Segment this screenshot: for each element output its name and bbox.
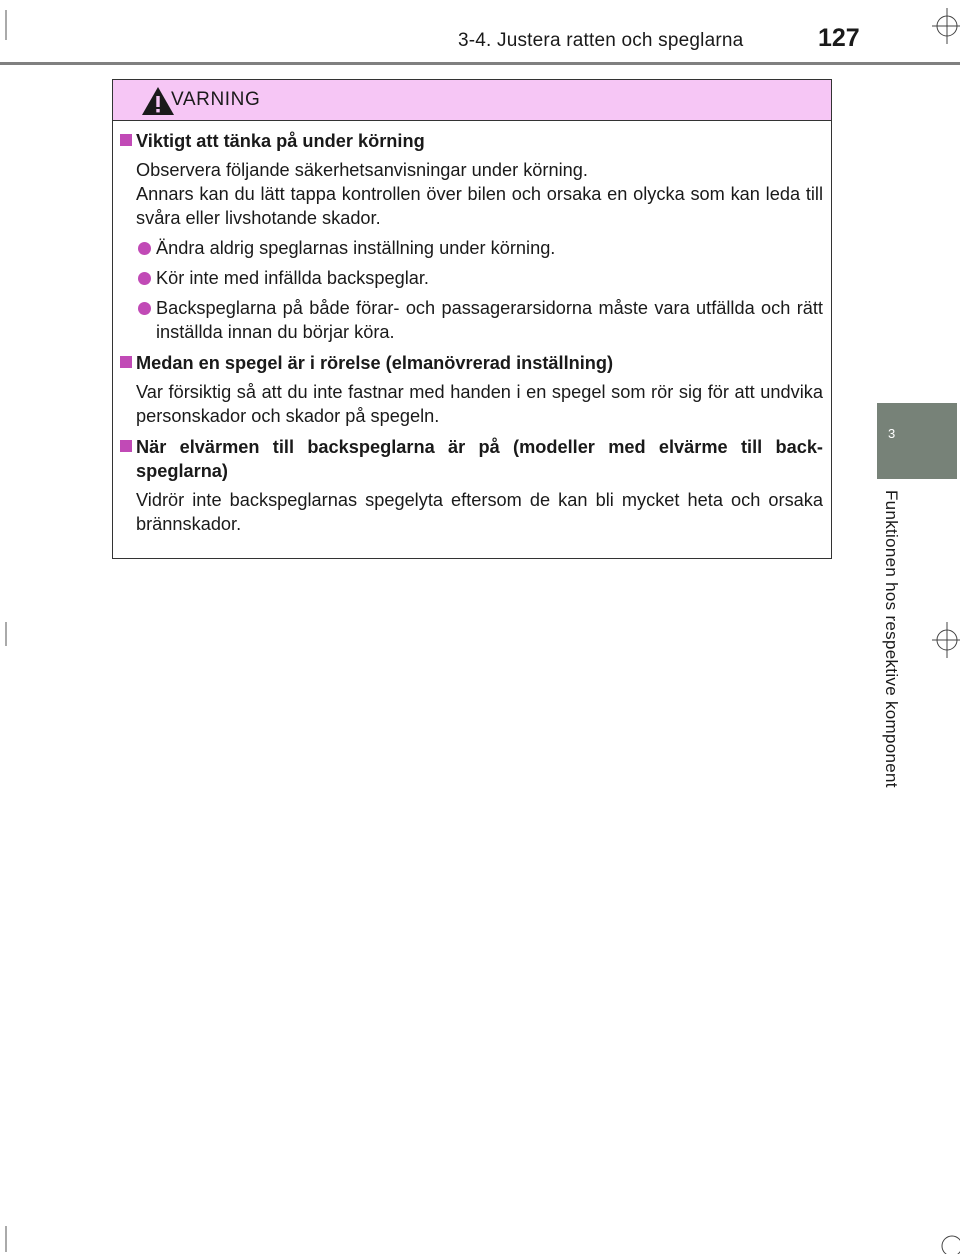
- chapter-tab: [877, 403, 957, 479]
- warning-box: [112, 79, 832, 559]
- registration-mark-bottom-right-icon: [934, 1228, 960, 1254]
- warning-section: [123, 129, 823, 344]
- paragraph: Observera följande säkerhetsanvisningar under körning.: [136, 160, 588, 180]
- warning-header: [113, 80, 831, 121]
- chapter-number: 3: [888, 426, 896, 441]
- warning-body: [113, 121, 831, 536]
- paragraph: Var försiktig så att du inte fastnar med handen i en spegel som rör sig för att undvika personskador och skador på spegeln.: [136, 382, 823, 426]
- round-bullet-icon: [138, 272, 151, 285]
- section-heading-text: När elvärmen till backspeglarna är på (modeller med elvärme till back-speglarna): [136, 437, 823, 481]
- square-bullet-icon: [120, 440, 132, 452]
- warning-section: [123, 351, 823, 428]
- bullet-text: Backspeglarna på både förar- och passagerarsidorna måste vara utfällda och rätt inställda innan du börjar köra.: [156, 298, 823, 342]
- crop-mark-middle-left: [0, 620, 20, 650]
- chapter-label: Funktionen hos respektive komponent: [882, 490, 901, 788]
- round-bullet-icon: [138, 302, 151, 315]
- section-heading: [123, 129, 823, 153]
- crop-mark-top-left: [0, 0, 30, 70]
- section-heading-text: Medan en spegel är i rörelse (elmanövrerad inställning): [136, 353, 614, 373]
- warning-section: [123, 435, 823, 536]
- page-number: 127: [818, 24, 860, 52]
- bullet-text: Ändra aldrig speglarnas inställning under körning.: [156, 238, 556, 258]
- header-divider: [0, 62, 960, 65]
- bullet-item: [123, 266, 823, 290]
- section-heading: [123, 435, 823, 483]
- square-bullet-icon: [120, 134, 132, 146]
- paragraph: Vidrör inte backspeglarnas spegelyta eftersom de kan bli mycket heta och orsaka brännskador.: [136, 490, 823, 534]
- warning-triangle-icon: [141, 86, 175, 116]
- bullet-item: [123, 296, 823, 344]
- crop-mark-bottom-left: [0, 1224, 20, 1254]
- section-heading-text: Viktigt att tänka på under körning: [136, 131, 425, 151]
- square-bullet-icon: [120, 356, 132, 368]
- bullet-item: [123, 236, 823, 260]
- registration-mark-top-right-icon: [930, 8, 960, 44]
- registration-mark-middle-right-icon: [930, 622, 960, 658]
- section-title: 3-4. Justera ratten och speglarna: [458, 30, 744, 51]
- warning-label: VARNING: [171, 89, 261, 110]
- section-heading: [123, 351, 823, 375]
- paragraph: Annars kan du lätt tappa kontrollen över bilen och orsaka en olycka som kan leda till svåra eller livshotande skador.: [136, 184, 823, 228]
- bullet-text: Kör inte med infällda backspeglar.: [156, 268, 429, 288]
- round-bullet-icon: [138, 242, 151, 255]
